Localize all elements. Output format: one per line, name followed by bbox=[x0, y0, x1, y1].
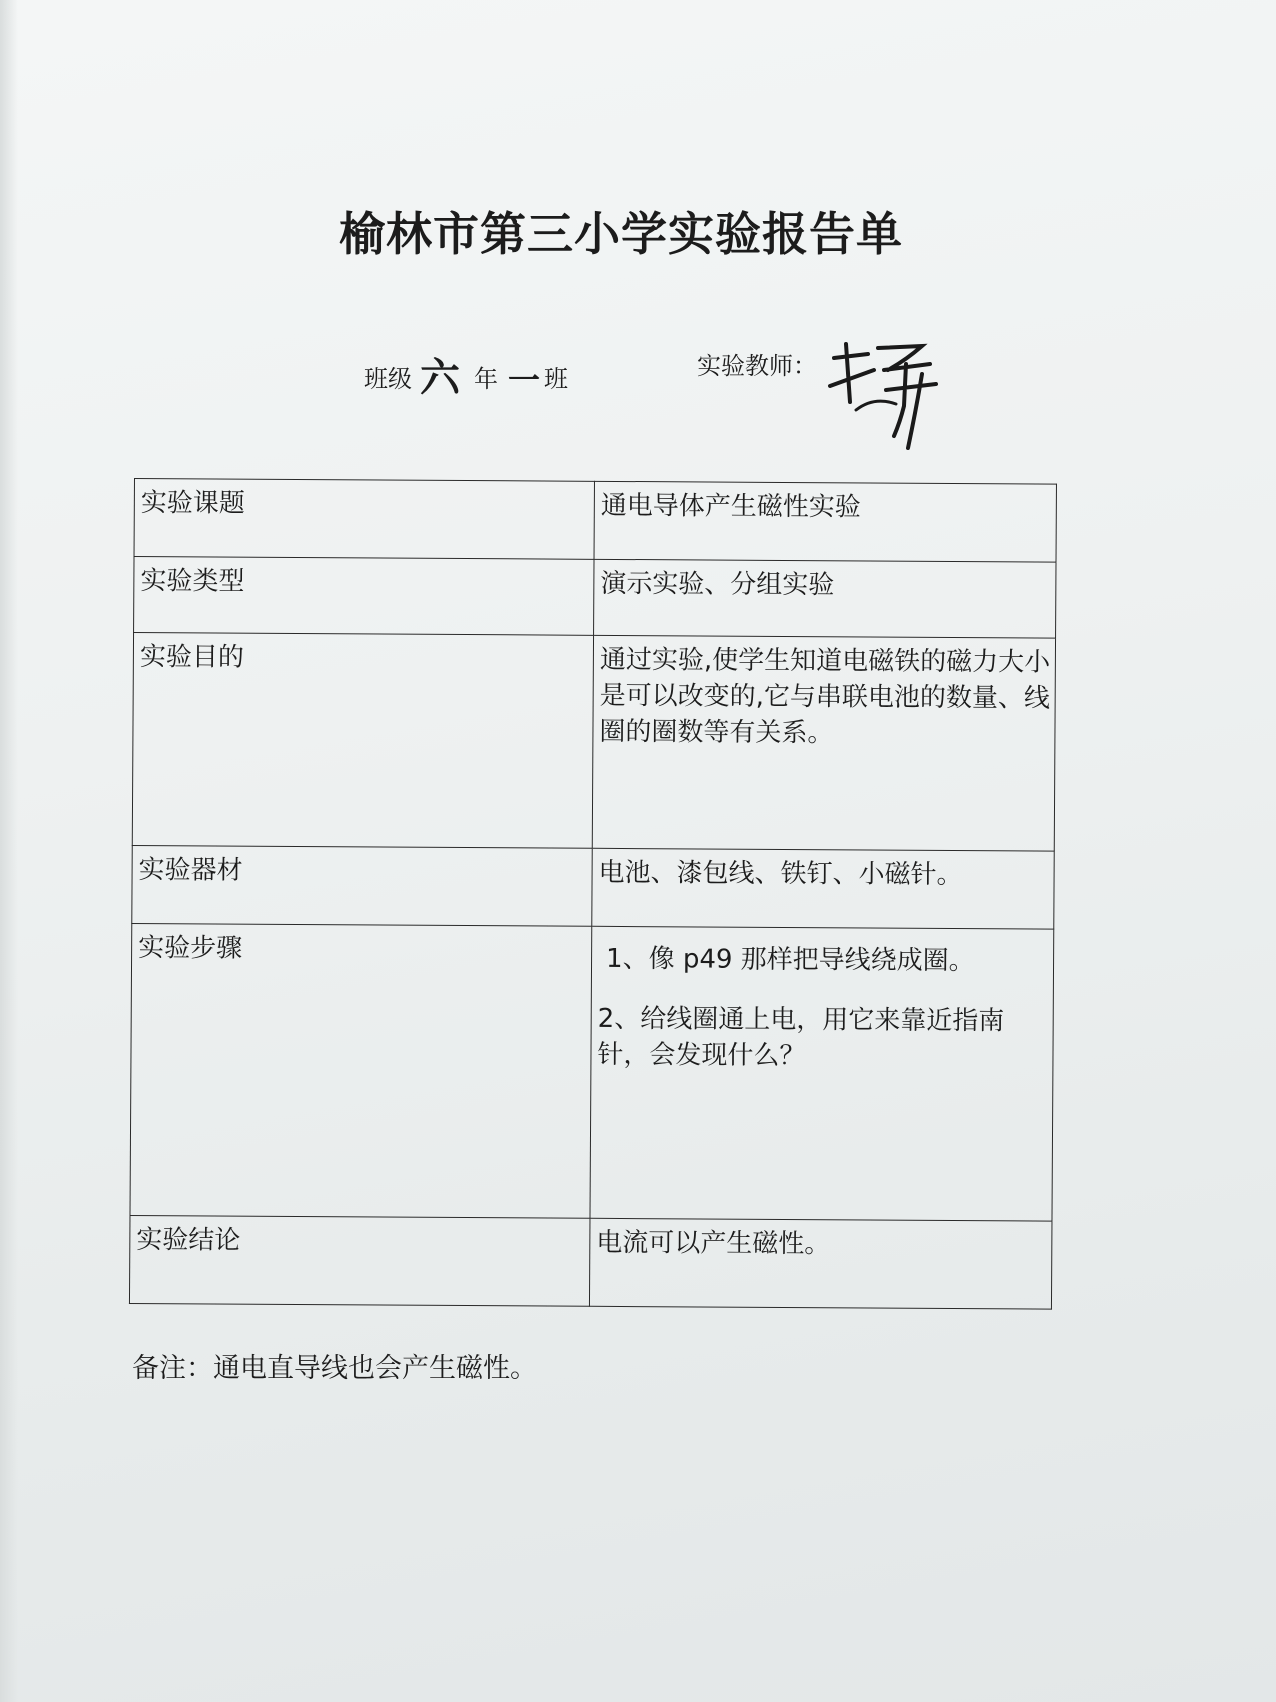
class-suffix: 班 bbox=[544, 365, 569, 393]
teacher-signature bbox=[826, 340, 946, 450]
row-content: 通电导体产生磁性实验 bbox=[594, 481, 1056, 562]
title-text: 榆林市第三小学实验报告单 bbox=[339, 207, 903, 261]
table-row bbox=[132, 633, 1055, 852]
teacher-info bbox=[697, 346, 817, 381]
step-item: 2、给线圈通上电，用它来靠近指南针，会发现什么？ bbox=[597, 1003, 1005, 1072]
row-label: 实验目的 bbox=[132, 633, 593, 849]
table-row bbox=[134, 557, 1056, 639]
grade-suffix: 年 bbox=[474, 365, 498, 393]
step-item: 1、像 p49 那样把导线绕成圈。 bbox=[605, 943, 975, 977]
class-label: 班级 bbox=[364, 365, 412, 393]
row-label: 实验课题 bbox=[134, 479, 594, 560]
page-title bbox=[0, 198, 1276, 264]
table-row bbox=[129, 1215, 1052, 1309]
table-row bbox=[132, 845, 1054, 929]
table-row bbox=[130, 923, 1054, 1221]
row-content: 电流可以产生磁性。 bbox=[589, 1218, 1052, 1309]
report-table bbox=[129, 478, 1057, 1310]
teacher-label: 实验教师： bbox=[697, 352, 817, 380]
table-row bbox=[134, 479, 1056, 563]
row-label: 实验器材 bbox=[132, 845, 592, 926]
row-content: 电池、漆包线、铁钉、小磁针。 bbox=[592, 848, 1054, 929]
grade-handwritten: 六 bbox=[420, 354, 460, 401]
row-content: 通过实验,使学生知道电磁铁的磁力大小是可以改变的,它与串联电池的数量、线圈的圈数等有关系。 bbox=[592, 635, 1055, 851]
remark-note: 备注：通电直导线也会产生磁性。 bbox=[132, 1353, 537, 1384]
row-content: 演示实验、分组实验 bbox=[594, 559, 1056, 638]
row-label: 实验步骤 bbox=[130, 923, 592, 1218]
row-label: 实验结论 bbox=[129, 1215, 590, 1306]
row-label: 实验类型 bbox=[134, 557, 594, 636]
class-info bbox=[364, 346, 568, 403]
class-number-handwritten: 一 bbox=[508, 361, 541, 399]
row-content-steps bbox=[590, 926, 1054, 1221]
